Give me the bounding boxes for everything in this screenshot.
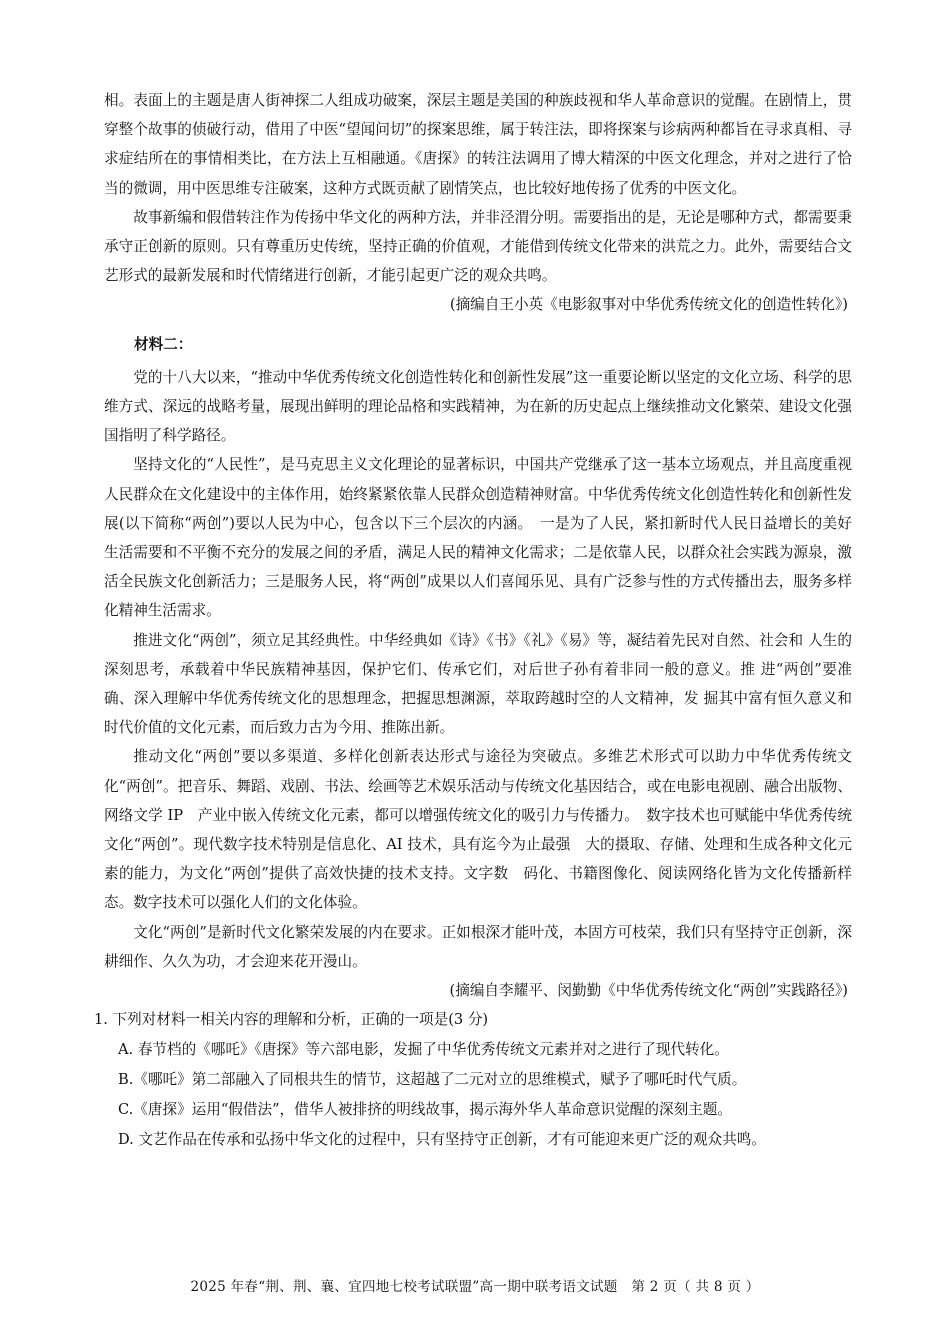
question-1-option-a: A. 春节档的《哪吒》《唐探》等六部电影，发掘了中华优秀传统文元素并对之进行了现代转化。 [118,1041,729,1059]
material2-source: (摘编自李耀平、闵勤勤《中华优秀传统文化“两创”实践路径》) [449,982,848,1000]
question-1-option-d: D. 文艺作品在传承和弘扬中华文化的过程中，只有坚持守正创新，才有可能迎来更广泛的观众共鸣。 [118,1131,766,1149]
material2-paragraph-3: 推进文化“两创”，须立足其经典性。中华经典如《诗》《书》《礼》《易》等，凝结着先民对自然、社会和 人生的深刻思考，承载着中华民族精神基因，保护它们、传承它们，对后世子孙有着非同一般的意义。推 进“两创”要准确、深入理解中华优秀传统文化的思想理念，把握思想渊源，萃取跨越时空的人文精神，发 掘其中富有恒久意义和时代价值的文化元素，而后致力古为今用、推陈出新。 [104,631,852,737]
material2-paragraph-5: 文化“两创”是新时代文化繁荣发展的内在要求。正如根深才能叶茂，本固方可枝荣，我们只有坚持守正创新，深耕细作、久久为功，才会迎来花开漫山。 [104,923,852,970]
material1-paragraph-continued: 相。表面上的主题是唐人街神探二人组成功破案，深层主题是美国的种族歧视和华人革命意识的觉醒。在剧情上，贯穿整个故事的侦破行动，借用了中医“望闻问切”的探案思维，属于转注法，即将探案与诊病两种都旨在寻求真相、寻求症结所在的事情相类比，在方法上互相融通。《唐探》的转注法调用了博大精深的中医文化理念，并对之进行了恰当的微调，用中医思维专注破案，这种方式既贡献了剧情笑点，也比较好地传扬了优秀的中医文化。 [104,92,852,197]
material1-paragraph-2: 故事新编和假借转注作为传扬中华文化的两种方法，并非泾渭分明。需要指出的是，无论是哪种方式，都需要秉承守正创新的原则。只有尊重历史传统，坚持正确的价值观，才能借到传统文化带来的洪荒之力。此外，需要结合文艺形式的最新发展和时代情绪进行创新，才能引起更广泛的观众共鸣。 [104,208,852,285]
page-content [94,86,852,1155]
material2-paragraph-4: 推动文化“两创”要以多渠道、多样化创新表达形式与途径为突破点。多维艺术形式可以助力中华优秀传统文化“两创”。把音乐、舞蹈、戏剧、书法、绘画等艺术娱乐活动与传统文化基因结合，或在电影电视剧、融合出版物、网络文学 IP 产业中嵌入传统文化元素，都可以增强传统文化的吸引力与传播力。 数字技术也可赋能中华优秀传统文化“两创”。现代数字技术特别是信息化、AI 技术，具有迄今为止最强 大的摄取、存储、处理和生成各种文化元素的能力，为文化“两创”提供了高效快捷的技术支持。文字数 码化、书籍图像化、阅读网络化皆为文化传播新样态。数字技术可以强化人们的文化体验。 [104,748,852,912]
material2-paragraph-2: 坚持文化的“人民性”，是马克思主义文化理论的显著标识，中国共产党继承了这一基本立场观点，并且高度重视人民群众在文化建设中的主体作用，始终紧紧依靠人民群众创造精神财富。中华优秀传统文化创造性转化和创新性发展(以下简称“两创”)要以人民为中心，包含以下三个层次的内涵。 一是为了人民，紧扣新时代人民日益增长的美好生活需要和不平衡不充分的发展之间的矛盾，满足人民的精神文化需求；二是依靠人民，以群众社会实践为源泉，激活全民族文化创新活力；三是服务人民，将“两创”成果以人们喜闻乐见、具有广泛参与性的方式传播出去，服务多样化精神生活需求。 [104,456,852,620]
question-1-option-c: C.《唐探》运用“假借法”，借华人被排挤的明线故事，揭示海外华人革命意识觉醒的深刻主题。 [118,1101,732,1119]
page-footer: 2025 年春“荆、荆、襄、宜四地七校考试联盟”高一期中联考语文试题 第 2 页（ 共 8 页 ） [190,1279,760,1295]
question-1-options [104,1035,852,1155]
material2-heading: 材料二： [134,335,193,353]
material1-source: (摘编自王小英《电影叙事对中华优秀传统文化的创造性转化》) [449,296,848,314]
question-1-option-b: B.《哪吒》第二部融入了同根共生的情节，这超越了二元对立的思维模式，赋予了哪吒时代气质。 [118,1071,747,1089]
question-1-stem: 1. 下列对材料一相关内容的理解和分析，正确的一项是(3 分) [94,1011,489,1029]
material2-paragraph-1: 党的十八大以来，“推动中华优秀传统文化创造性转化和创新性发展”这一重要论断以坚定的文化立场、科学的思维方式、深远的战略考量，展现出鲜明的理论品格和实践精神，为在新的历史起点上继续推动文化繁荣、建设文化强国指明了科学路径。 [104,368,852,445]
